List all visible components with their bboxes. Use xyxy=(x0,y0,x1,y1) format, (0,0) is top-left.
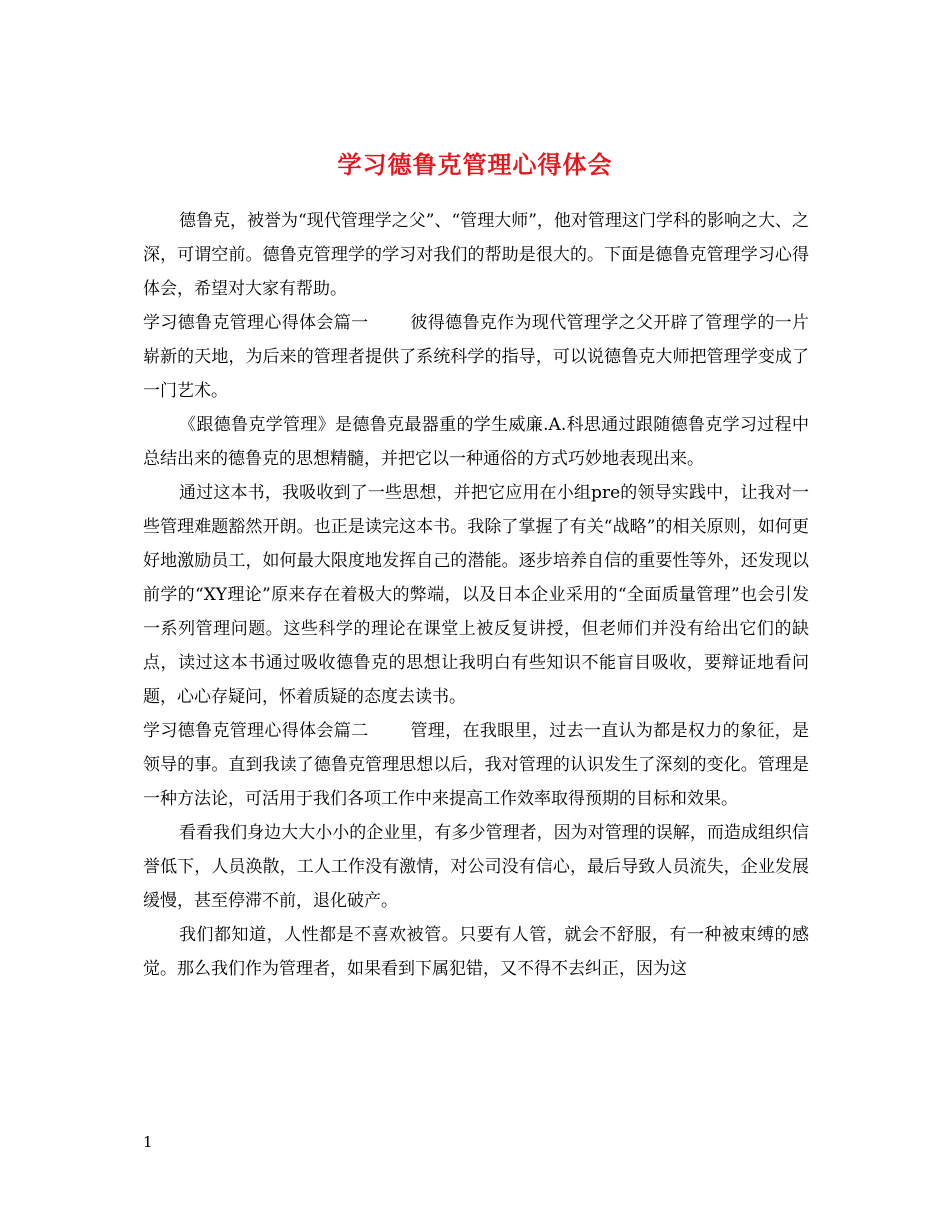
page-number: 1 xyxy=(143,1133,153,1151)
enterprise-paragraph xyxy=(143,816,809,918)
intro-text: 德鲁克，被誉为“现代管理学之父”、“管理大师”，他对管理这门学科的影响之大、之深，可谓空前。德鲁克管理学的学习对我们的帮助是很大的。下面是德鲁克管理学习心得体会，希望对大家有帮助。 xyxy=(143,211,809,299)
document-body xyxy=(143,204,809,986)
section-one-paragraph xyxy=(143,306,809,408)
document-title: 学习德鲁克管理心得体会 xyxy=(337,150,613,180)
reflection-text: 通过这本书，我吸收到了一些思想，并把它应用在小组pre的领导实践中，让我对一些管理难题豁然开朗。也正是读完这本书。我除了掌握了有关“战略”的相关原则，如何更好地激励员工，如何最大限度地发挥自己的潜能。逐步培养自信的重要性等外，还发现以前学的“XY理论”原来存在着极大的弊端，以及日本企业采用的“全面质量管理”也会引发一系列管理问题。这些科学的理论在课堂上被反复讲授，但老师们并没有给出它们的缺点，读过这本书通过吸收德鲁克的思想让我明白有些知识不能盲目吸收，要辩证地看问题，心心存疑问，怀着质疑的态度去读书。 xyxy=(143,483,809,707)
section-two-label: 学习德鲁克管理心得体会篇二 xyxy=(143,721,369,741)
section-two-paragraph xyxy=(143,714,809,816)
enterprise-text: 看看我们身边大大小小的企业里，有多少管理者，因为对管理的误解，而造成组织信誉低下，人员涣散，工人工作没有激情，对公司没有信心，最后导致人员流失，企业发展缓慢，甚至停滞不前，退化破产。 xyxy=(143,823,809,911)
section-two-text: 管理，在我眼里，过去一直认为都是权力的象征，是领导的事。直到我读了德鲁克管理思想以后，我对管理的认识发生了深刻的变化。管理是一种方法论，可活用于我们各项工作中来提高工作效率取得预期的目标和效果。 xyxy=(143,721,810,809)
intro-paragraph xyxy=(143,204,809,306)
section-one-label: 学习德鲁克管理心得体会篇一 xyxy=(143,313,369,333)
book-intro-text: 《跟德鲁克学管理》是德鲁克最器重的学生威廉.A.科思通过跟随德鲁克学习过程中总结出来的德鲁克的思想精髓，并把它以一种通俗的方式巧妙地表现出来。 xyxy=(143,415,809,469)
book-intro-paragraph xyxy=(143,408,809,476)
section-one-text: 彼得德鲁克作为现代管理学之父开辟了管理学的一片崭新的天地，为后来的管理者提供了系统科学的指导，可以说德鲁克大师把管理学变成了一门艺术。 xyxy=(143,313,810,401)
human-nature-paragraph xyxy=(143,918,809,986)
reflection-paragraph xyxy=(143,476,809,714)
human-nature-text: 我们都知道，人性都是不喜欢被管。只要有人管，就会不舒服，有一种被束缚的感觉。那么我们作为管理者，如果看到下属犯错，又不得不去纠正，因为这 xyxy=(143,925,809,979)
